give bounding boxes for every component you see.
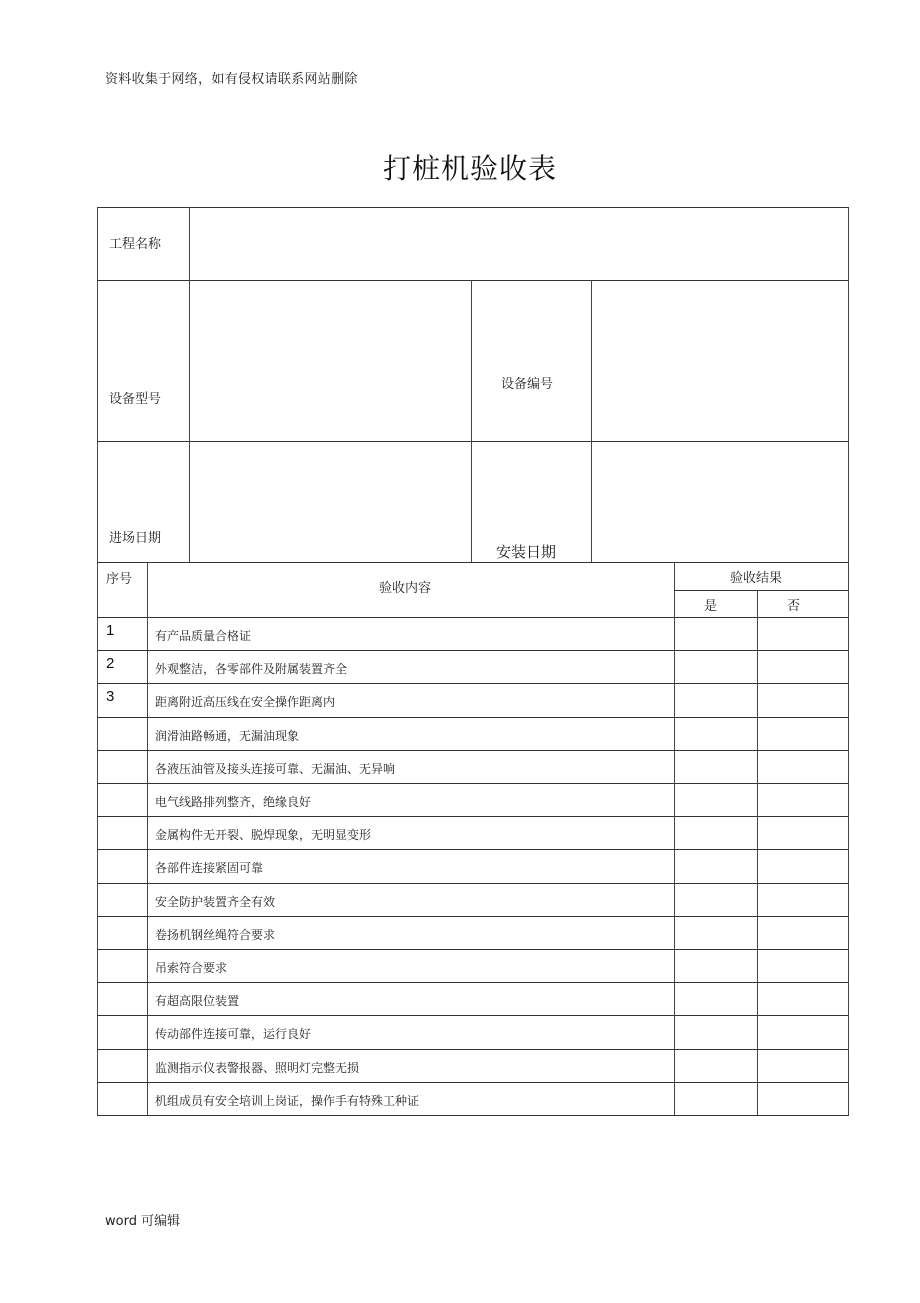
result-no-cell[interactable] [758,983,848,1015]
divider [471,280,472,562]
table-row [97,783,848,816]
col-header-index: 序号 [106,572,133,587]
serial-label: 设备编号 [501,377,554,392]
result-yes-cell[interactable] [675,651,757,683]
project-name-field[interactable] [190,208,848,280]
result-no-cell[interactable] [758,718,848,750]
page-title: 打桩机验收表 [382,152,557,185]
install-date-field[interactable] [592,442,848,562]
table-row [97,717,848,750]
row-content: 各部件连接紧固可靠 [155,861,264,875]
result-yes-cell[interactable] [675,983,757,1015]
row-content: 外观整洁，各零部件及附属装置齐全 [155,662,348,676]
install-date-label: 安装日期 [496,543,557,561]
result-no-cell[interactable] [758,784,848,816]
row-content: 监测指示仪表警报器、照明灯完整无损 [155,1061,360,1075]
result-no-cell[interactable] [758,1016,848,1048]
result-no-cell[interactable] [758,850,848,882]
row-content: 金属构件无开裂、脱焊现象，无明显变形 [155,828,372,842]
result-yes-cell[interactable] [675,1016,757,1048]
footer-note: word 可编辑 [105,1214,181,1229]
result-yes-cell[interactable] [675,850,757,882]
row-index: 2 [106,655,115,672]
model-field[interactable] [190,281,471,441]
result-yes-cell[interactable] [675,718,757,750]
result-no-cell[interactable] [758,751,848,783]
divider [674,590,849,591]
result-yes-cell[interactable] [675,751,757,783]
result-no-cell[interactable] [758,684,848,716]
result-yes-cell[interactable] [675,1050,757,1082]
model-label: 设备型号 [109,392,162,407]
row-index: 3 [106,688,115,705]
table-row [97,949,848,982]
result-no-cell[interactable] [758,817,848,849]
row-content: 吊索符合要求 [155,961,228,975]
col-header-yes: 是 [704,599,718,614]
result-yes-cell[interactable] [675,784,757,816]
row-content: 电气线路排列整齐，绝缘良好 [155,795,312,809]
col-header-content: 验收内容 [379,581,432,596]
table-row [97,1015,848,1048]
table-row [97,883,848,916]
table-border-bottom [97,1115,849,1116]
result-yes-cell[interactable] [675,684,757,716]
result-yes-cell[interactable] [675,618,757,650]
row-content: 机组成员有安全培训上岗证，操作手有特殊工种证 [155,1094,420,1108]
result-no-cell[interactable] [758,618,848,650]
result-no-cell[interactable] [758,1050,848,1082]
row-content: 传动部件连接可靠，运行良好 [155,1027,312,1041]
table-row [97,617,848,650]
row-content: 有超高限位装置 [155,994,240,1008]
result-no-cell[interactable] [758,651,848,683]
result-yes-cell[interactable] [675,884,757,916]
table-border-right [848,207,849,1116]
table-row [97,1082,848,1115]
result-yes-cell[interactable] [675,817,757,849]
result-no-cell[interactable] [758,1083,848,1115]
table-row [97,683,848,716]
row-content: 距离附近高压线在安全操作距离内 [155,695,336,709]
col-header-no: 否 [787,599,801,614]
row-content: 润滑油路畅通，无漏油现象 [155,729,300,743]
header-note: 资料收集于网络，如有侵权请联系网站删除 [105,72,358,87]
result-yes-cell[interactable] [675,950,757,982]
table-row [97,750,848,783]
row-content: 各液压油管及接头连接可靠、无漏油、无异响 [155,762,396,776]
result-yes-cell[interactable] [675,917,757,949]
row-content: 有产品质量合格证 [155,629,252,643]
table-row [97,849,848,882]
serial-field[interactable] [592,281,848,441]
table-row [97,1049,848,1082]
result-no-cell[interactable] [758,950,848,982]
row-index: 1 [106,622,115,639]
project-name-label: 工程名称 [109,237,162,252]
entry-date-label: 进场日期 [109,531,162,546]
divider [97,562,849,563]
result-no-cell[interactable] [758,917,848,949]
entry-date-field[interactable] [190,442,471,562]
col-header-result: 验收结果 [730,571,783,586]
table-row [97,916,848,949]
table-row [97,816,848,849]
table-row [97,982,848,1015]
row-content: 卷扬机钢丝绳符合要求 [155,928,276,942]
table-row [97,650,848,683]
result-yes-cell[interactable] [675,1083,757,1115]
acceptance-table [97,207,848,1116]
row-content: 安全防护装置齐全有效 [155,895,276,909]
result-no-cell[interactable] [758,884,848,916]
